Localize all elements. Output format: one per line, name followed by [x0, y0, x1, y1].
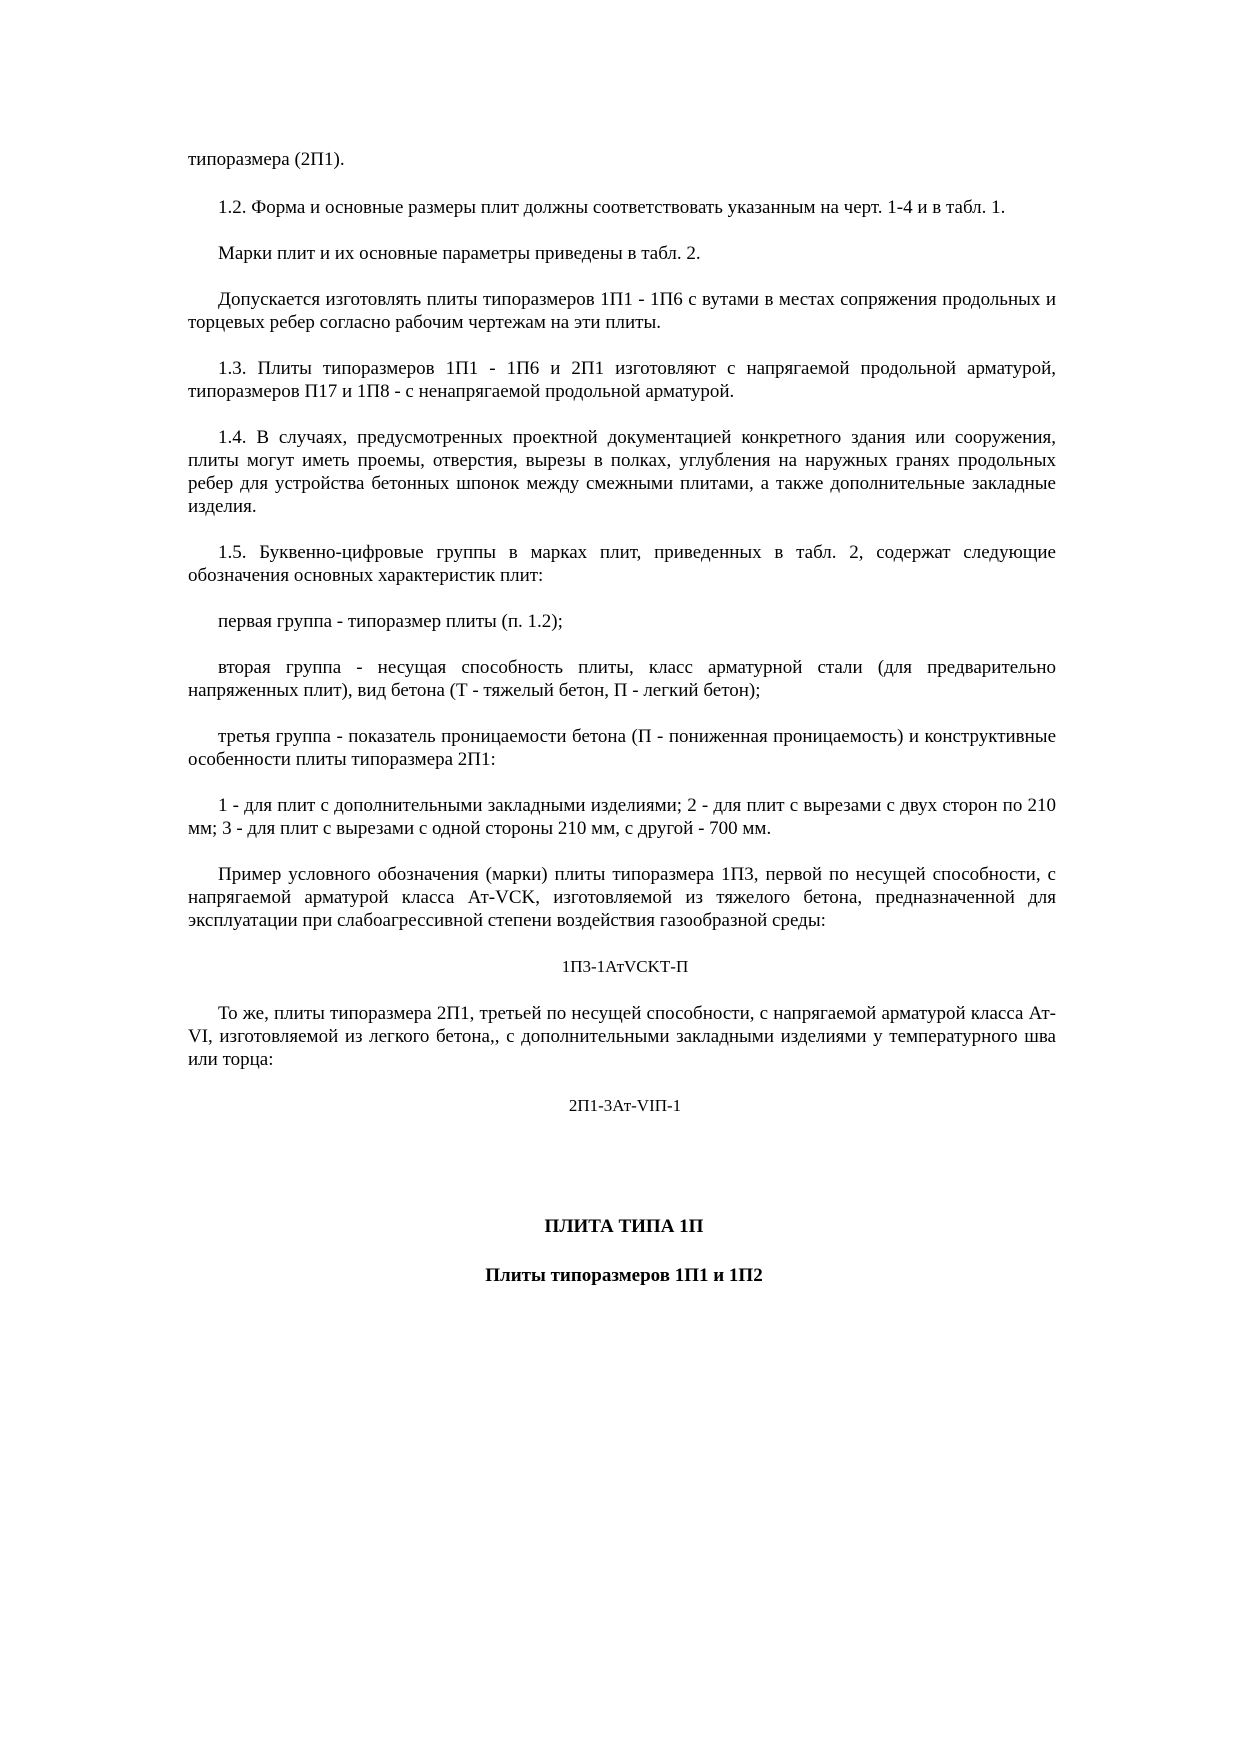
paragraph-first-group: первая группа - типоразмер плиты (п. 1.2);	[218, 611, 563, 632]
paragraph-third-group: третья группа - показатель проницаемости бетона (П - пониженная проницаемость) и конструктивные особенности плиты типоразмера 2П1:	[188, 726, 1056, 770]
paragraph-second-group: вторая группа - несущая способность плиты, класс арматурной стали (для предварительно напряженных плит), вид бетона (Т - тяжелый бетон, П - легкий бетон);	[188, 657, 1056, 701]
paragraph-marks: Марки плит и их основные параметры приведены в табл. 2.	[218, 243, 701, 264]
paragraph-features: 1 - для плит с дополнительными закладными изделиями; 2 - для плит с вырезами с двух сторон по 210 мм; 3 - для плит с вырезами с одной стороны 210 мм, с другой - 700 мм.	[188, 795, 1056, 839]
example-mark-2: 2П1-3Ат-VIП-1	[568, 1096, 682, 1115]
document-page	[188, 148, 1056, 1287]
lead-text: типоразмера (2П1).	[188, 149, 345, 170]
paragraph-example-2-intro: То же, плиты типоразмера 2П1, третьей по несущей способности, с напрягаемой арматурой класса Ат-VI, изготовляемой из легкого бетона,, с дополнительными закладными изделиями у температурного шва или торца:	[188, 1003, 1056, 1070]
paragraph-1-2: 1.2. Форма и основные размеры плит должны соответствовать указанным на черт. 1-4 и в табл. 1.	[218, 197, 1006, 218]
example-mark-1: 1П3-1АтVCKТ-П	[561, 957, 689, 976]
paragraph-example-intro: Пример условного обозначения (марки) плиты типоразмера 1П3, первой по несущей способности, с напрягаемой арматурой класса Ат-VCK, изготовляемой из тяжелого бетона, предназначенной для эксплуатации при слабоагрессивной степени воздействия газообразной среды:	[188, 864, 1056, 931]
paragraph-1-3: 1.3. Плиты типоразмеров 1П1 - 1П6 и 2П1 изготовляют с напрягаемой продольной арматурой, типоразмеров П17 и 1П8 - с ненапрягаемой продольной арматурой.	[188, 358, 1056, 402]
section-subheading: Плиты типоразмеров 1П1 и 1П2	[485, 1265, 763, 1286]
paragraph-1-4: 1.4. В случаях, предусмотренных проектной документацией конкретного здания или сооружения, плиты могут иметь проемы, отверстия, вырезы в полках, углубления на наружных гранях продольных ребер для устройства бетонных шпонок между смежными плитами, а также дополнительные закладные изделия.	[188, 427, 1056, 517]
paragraph-1-5: 1.5. Буквенно-цифровые группы в марках плит, приведенных в табл. 2, содержат следующие обозначения основных характеристик плит:	[188, 542, 1056, 586]
paragraph-vuts: Допускается изготовлять плиты типоразмеров 1П1 - 1П6 с вутами в местах сопряжения продольных и торцевых ребер согласно рабочим чертежам на эти плиты.	[188, 289, 1056, 333]
section-heading: ПЛИТА ТИПА 1П	[544, 1216, 704, 1237]
